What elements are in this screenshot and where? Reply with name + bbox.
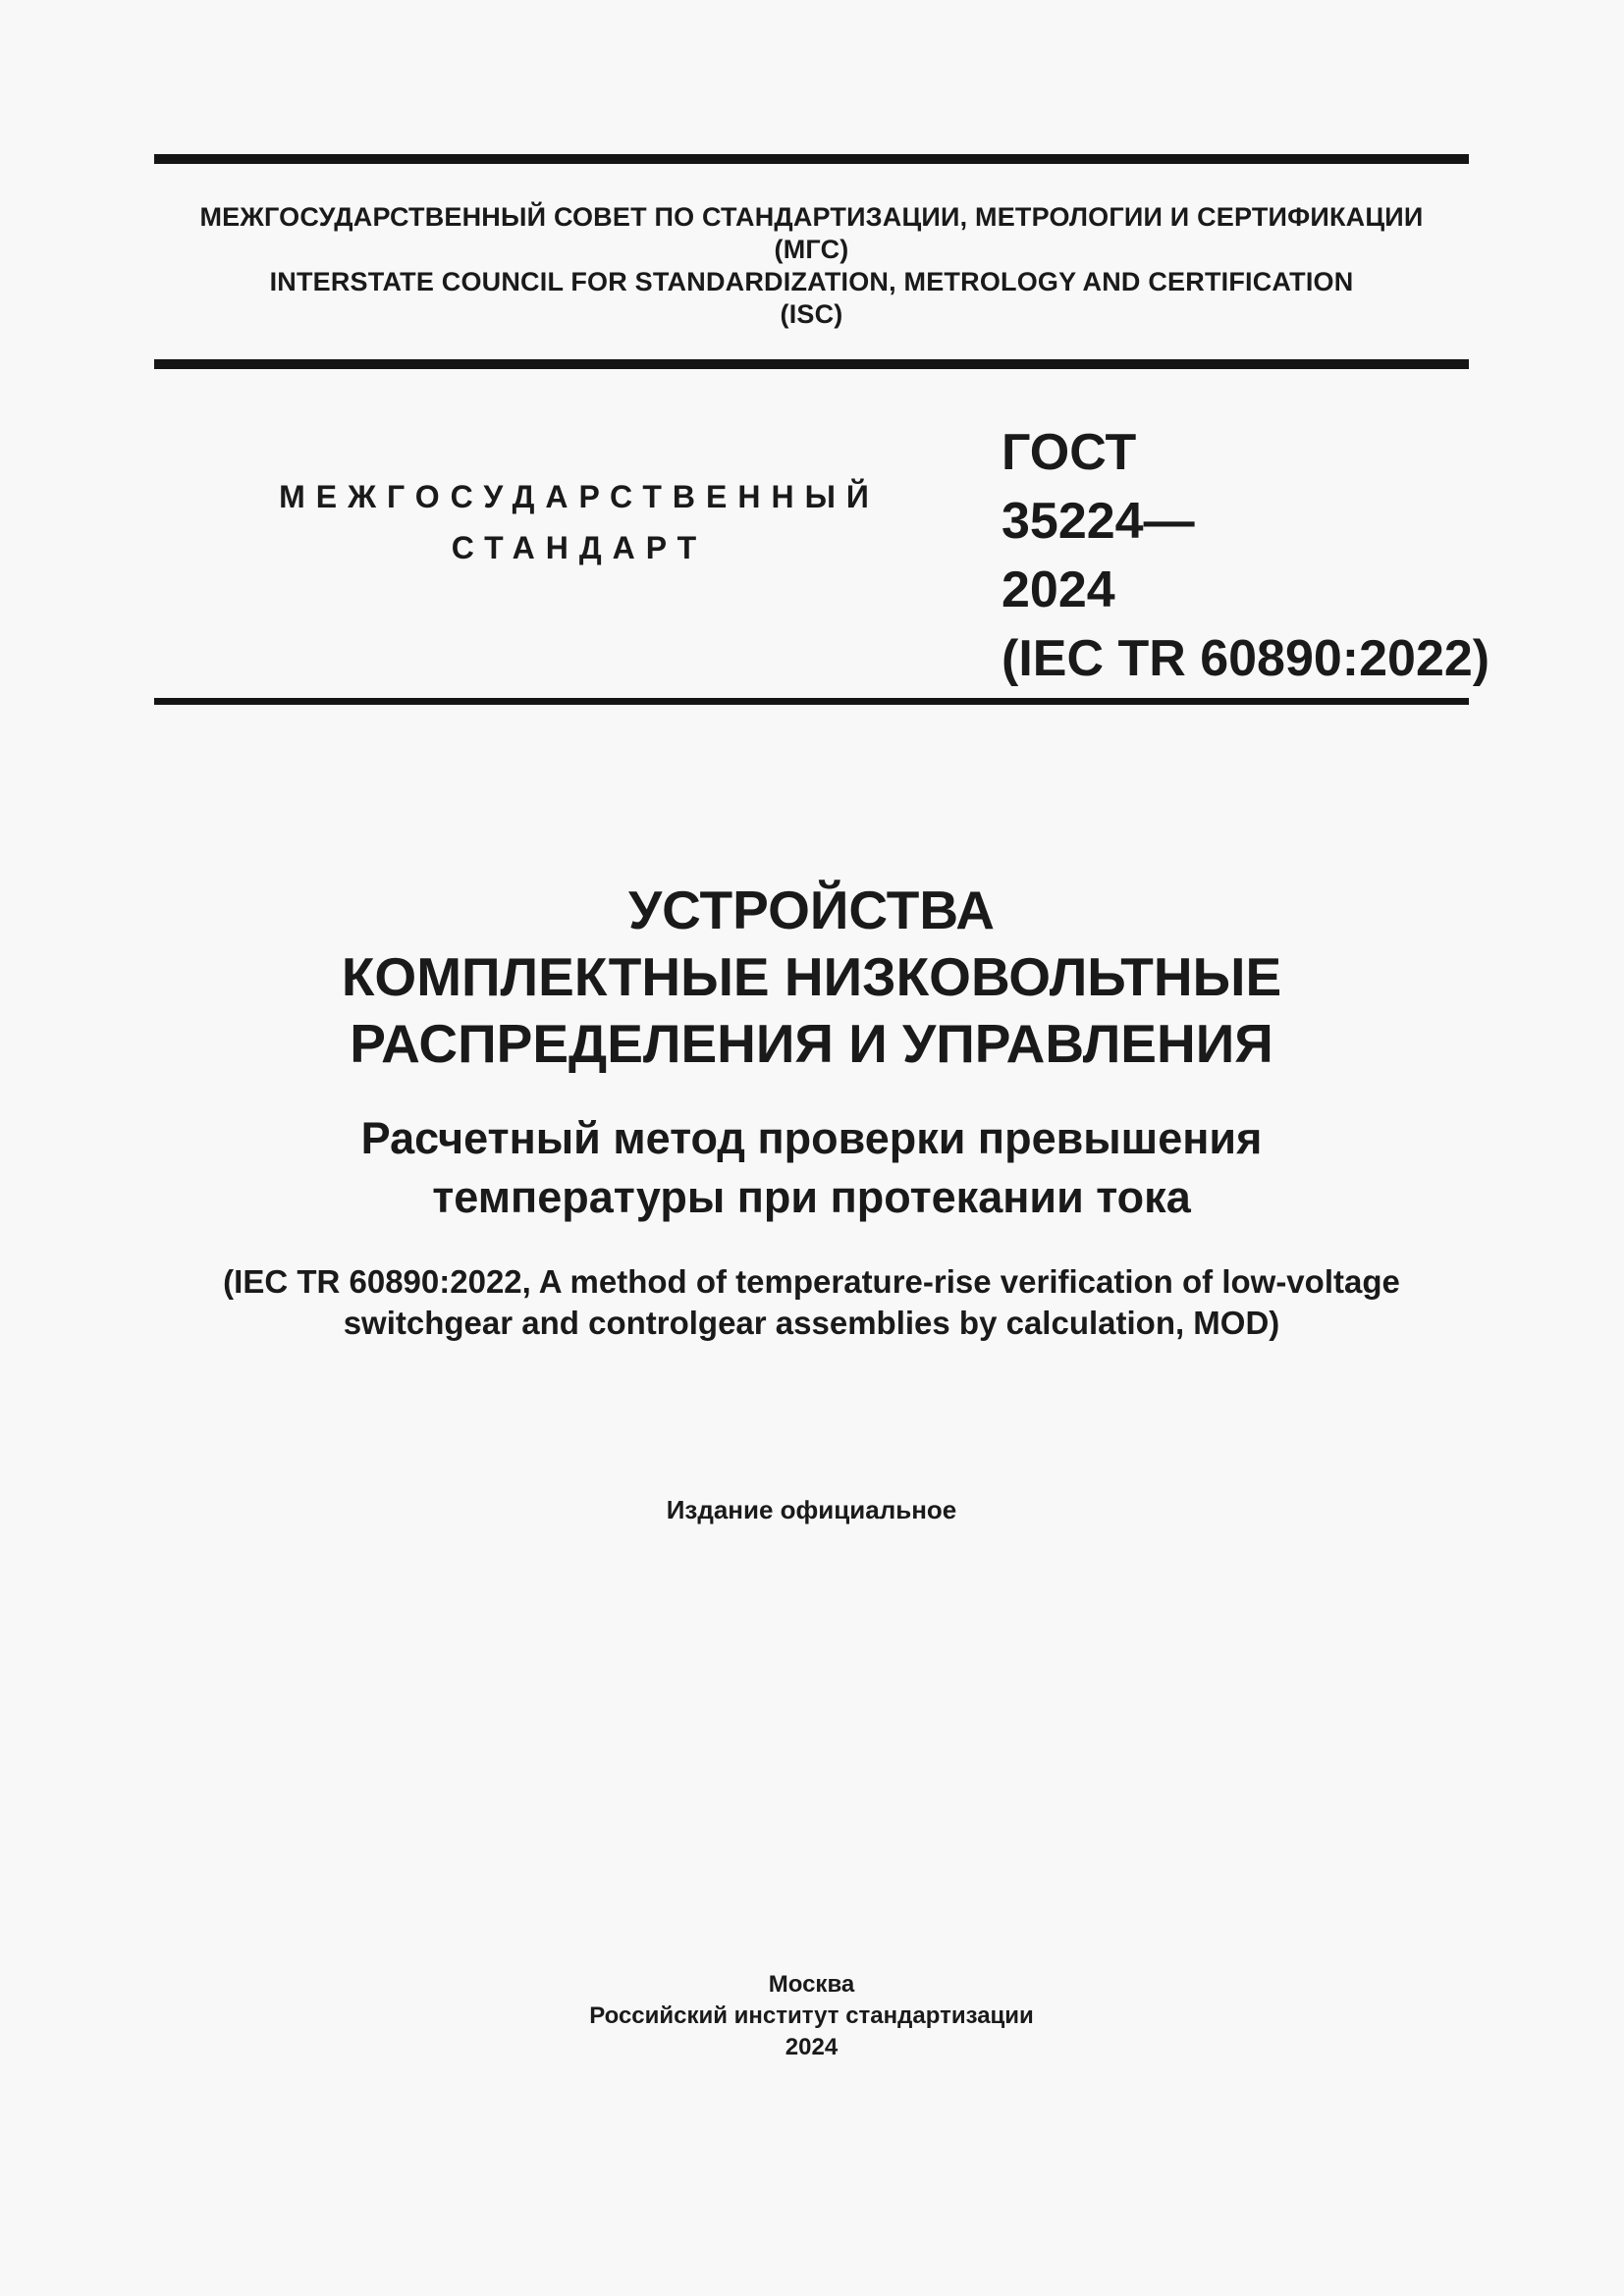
imprint-publisher: Российский институт стандартизации [589, 2002, 1034, 2029]
designation-year: 2024 [1001, 561, 1115, 618]
bottom-divider [154, 698, 1469, 705]
title-line1: УСТРОЙСТВА [627, 880, 996, 940]
standard-kind-line1: МЕЖГОСУДАРСТВЕННЫЙ [279, 479, 880, 514]
top-divider [154, 154, 1469, 164]
document-title [154, 877, 1469, 1077]
title-line2: КОМПЛЕКТНЫЕ НИЗКОВОЛЬТНЫЕ [341, 946, 1282, 1007]
title-line3: РАСПРЕДЕЛЕНИЯ И УПРАВЛЕНИЯ [350, 1013, 1273, 1074]
document-subtitle [154, 1109, 1469, 1227]
council-name-ru: МЕЖГОСУДАРСТВЕННЫЙ СОВЕТ ПО СТАНДАРТИЗАЦИИ, МЕТРОЛОГИИ И СЕРТИФИКАЦИИ [199, 202, 1424, 232]
middle-divider [154, 359, 1469, 369]
council-abbr-ru: (МГС) [774, 235, 849, 264]
designation-number: 35224— [1001, 493, 1195, 550]
subtitle-line2: температуры при протекании тока [432, 1172, 1191, 1222]
council-name-en: INTERSTATE COUNCIL FOR STANDARDIZATION, METROLOGY AND CERTIFICATION [269, 267, 1354, 296]
iec-reference-line1: (IEC TR 60890:2022, A method of temperature-rise verification of low-voltage [223, 1263, 1400, 1300]
standard-designation [1001, 418, 1489, 693]
standard-kind [226, 471, 933, 573]
designation-prefix: ГОСТ [1001, 424, 1137, 481]
standard-kind-line2: СТАНДАРТ [451, 530, 708, 565]
council-abbr-en: (ISC) [780, 299, 843, 329]
imprint-year: 2024 [785, 2034, 839, 2060]
imprint-city: Москва [768, 1971, 855, 1998]
subtitle-line1: Расчетный метод проверки превышения [360, 1113, 1263, 1163]
edition-note: Издание официальное [666, 1495, 957, 1524]
iec-reference-line2: switchgear and controlgear assemblies by calculation, MOD) [343, 1305, 1280, 1341]
imprint [154, 1969, 1469, 2063]
iec-reference [154, 1261, 1469, 1344]
council-header [154, 201, 1469, 331]
designation-iec: (IEC TR 60890:2022) [1001, 630, 1490, 687]
